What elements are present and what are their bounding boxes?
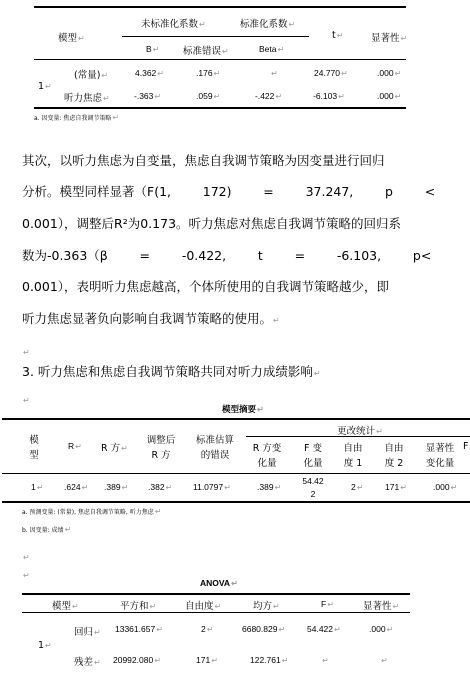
col-header-f: F↵	[321, 599, 334, 609]
table-top-rule	[22, 593, 410, 595]
header-bottom-rule	[2, 473, 470, 474]
header-bottom-rule	[22, 612, 410, 613]
paragraph-line: 听力焦虑显著负向影响自我调节策略的使用。↵	[22, 311, 280, 326]
paragraph-line: 数为-0.363（β = -0.422, t = -6.103, p<	[22, 248, 432, 263]
cell-t-listening-anxiety: -6.103↵	[313, 91, 345, 101]
col-header-sig-change: 显著性 变化量	[425, 443, 455, 469]
table-top-rule	[34, 6, 406, 8]
col-header-std-error: 标准估算 的错误	[195, 435, 234, 461]
cell-std-error: 11.0797↵	[193, 482, 231, 492]
col-header-standardized: 标准化系数↵	[240, 19, 296, 30]
cell-adjusted-r-square: .382↵	[148, 482, 173, 492]
row-label-listening-anxiety: 听力焦虑↵	[64, 93, 110, 104]
col-header-beta: Beta↵	[259, 44, 285, 54]
col-header-df1: 自由 度 1	[343, 443, 363, 469]
table-title: 模型摘要↵	[222, 404, 264, 414]
cell-sig-regression: .000↵	[369, 624, 394, 634]
col-header-sum-of-squares: 平方和↵	[120, 601, 157, 612]
cell-r: .624↵	[64, 482, 89, 492]
col-header-mean-square: 均方↵	[253, 601, 280, 612]
col-header-model: 模型↵	[58, 33, 85, 44]
cell-model: 1↵	[31, 482, 44, 492]
row-label-constant: (常量)↵	[74, 70, 109, 81]
cell-sig-constant: .000↵	[377, 68, 402, 78]
section-heading: 3. 听力焦虑和焦虑自我调节策略共同对听力成绩影响↵	[22, 364, 321, 379]
cell-ss-regression: 13361.657↵	[115, 624, 163, 634]
model-number: 1↵	[38, 640, 52, 651]
empty-paragraph: ↵	[23, 553, 30, 562]
paragraph-line: 0.001），表明听力焦虑越高，个体所使用的自我调节策略越少，即	[22, 279, 390, 294]
col-header-b: B↵	[146, 44, 160, 54]
cell-beta-constant: ↵	[271, 69, 278, 78]
group-rule	[246, 436, 470, 437]
col-header-t: t↵	[332, 30, 344, 41]
table-footnote-a: a. 预测变量: (常量), 焦虑自我调节策略, 听力焦虑↵	[22, 507, 162, 516]
paragraph-line: 分析。模型同样显著（F(1, 172) = 37.247, p <	[22, 184, 436, 199]
empty-paragraph: ↵	[23, 396, 30, 405]
model-number: 1↵	[38, 81, 52, 92]
row-label-regression: 回归↵	[74, 627, 101, 638]
col-header-model: 模型↵	[52, 601, 79, 612]
col-header-f-cutoff: F	[463, 441, 469, 452]
col-header-unstandardized: 未标准化系数↵	[141, 19, 206, 30]
col-header-df2: 自由 度 2	[384, 443, 404, 469]
cell-f-residual: ↵	[322, 656, 329, 665]
cell-r-square: .389↵	[104, 482, 129, 492]
cell-df-regression: 2↵	[201, 624, 214, 634]
col-header-sig: 显著性↵	[371, 33, 408, 44]
cell-b-constant: 4.362↵	[135, 68, 164, 78]
col-group-change-statistics: 更改统计↵	[337, 426, 383, 437]
cell-sig-change: .000↵	[433, 482, 458, 492]
table-bottom-rule	[34, 107, 406, 109]
cell-r-square-change: .389↵	[257, 482, 282, 492]
empty-paragraph: ↵	[23, 348, 30, 357]
col-header-se: 标准错误↵	[183, 46, 229, 57]
cell-ms-residual: 122.761↵	[250, 655, 289, 665]
cell-b-listening-anxiety: -.363↵	[134, 91, 162, 101]
cell-f-regression: 54.422↵	[307, 624, 341, 634]
table-bottom-rule	[2, 501, 470, 503]
cell-ss-residual: 20992.080↵	[113, 655, 161, 665]
subheader-rule	[122, 36, 309, 37]
cell-sig-residual: ↵	[381, 656, 388, 665]
col-header-adjusted-r-square: 调整后 R 方	[146, 435, 176, 461]
cell-df-residual: 171↵	[196, 655, 218, 665]
header-bottom-rule	[34, 59, 406, 60]
table-top-rule	[2, 418, 470, 420]
cell-df1: 2↵	[351, 482, 364, 492]
cell-se-constant: .176↵	[196, 68, 221, 78]
cell-t-constant: 24.770↵	[314, 68, 348, 78]
col-header-f-change: F 变 化量	[303, 443, 323, 469]
paragraph-line: 0.001），调整后R²为0.173。听力焦虑对焦虑自我调节策略的回归系	[22, 216, 402, 231]
cell-df2: 171↵	[385, 482, 407, 492]
cell-beta-listening-anxiety: -.422↵	[255, 91, 283, 101]
table-footnote: a. 因变量: 焦虑自我调节策略↵	[34, 113, 120, 122]
row-label-residual: 残差↵	[74, 657, 101, 668]
table-footnote-b: b. 因变量: 成绩↵	[22, 525, 72, 534]
col-header-sig: 显著性↵	[363, 601, 400, 612]
cell-f-change: 54.42 2	[302, 476, 324, 499]
col-header-df: 自由度↵	[185, 601, 222, 612]
col-header-r-square: R 方↵	[101, 443, 128, 454]
cell-ms-regression: 6680.829↵	[242, 624, 286, 634]
cell-se-listening-anxiety: .059↵	[196, 91, 221, 101]
cell-sig-listening-anxiety: .000↵	[377, 91, 402, 101]
table-title: ANOVA↵	[200, 578, 238, 588]
paragraph-line: 其次，以听力焦虑为自变量，焦虑自我调节策略为因变量进行回归	[22, 153, 385, 168]
col-header-model: 模 型	[29, 435, 39, 461]
empty-paragraph: ↵	[23, 571, 30, 580]
col-header-r-square-change: R 方变 化量	[252, 443, 282, 469]
col-header-r: R↵	[68, 441, 82, 451]
